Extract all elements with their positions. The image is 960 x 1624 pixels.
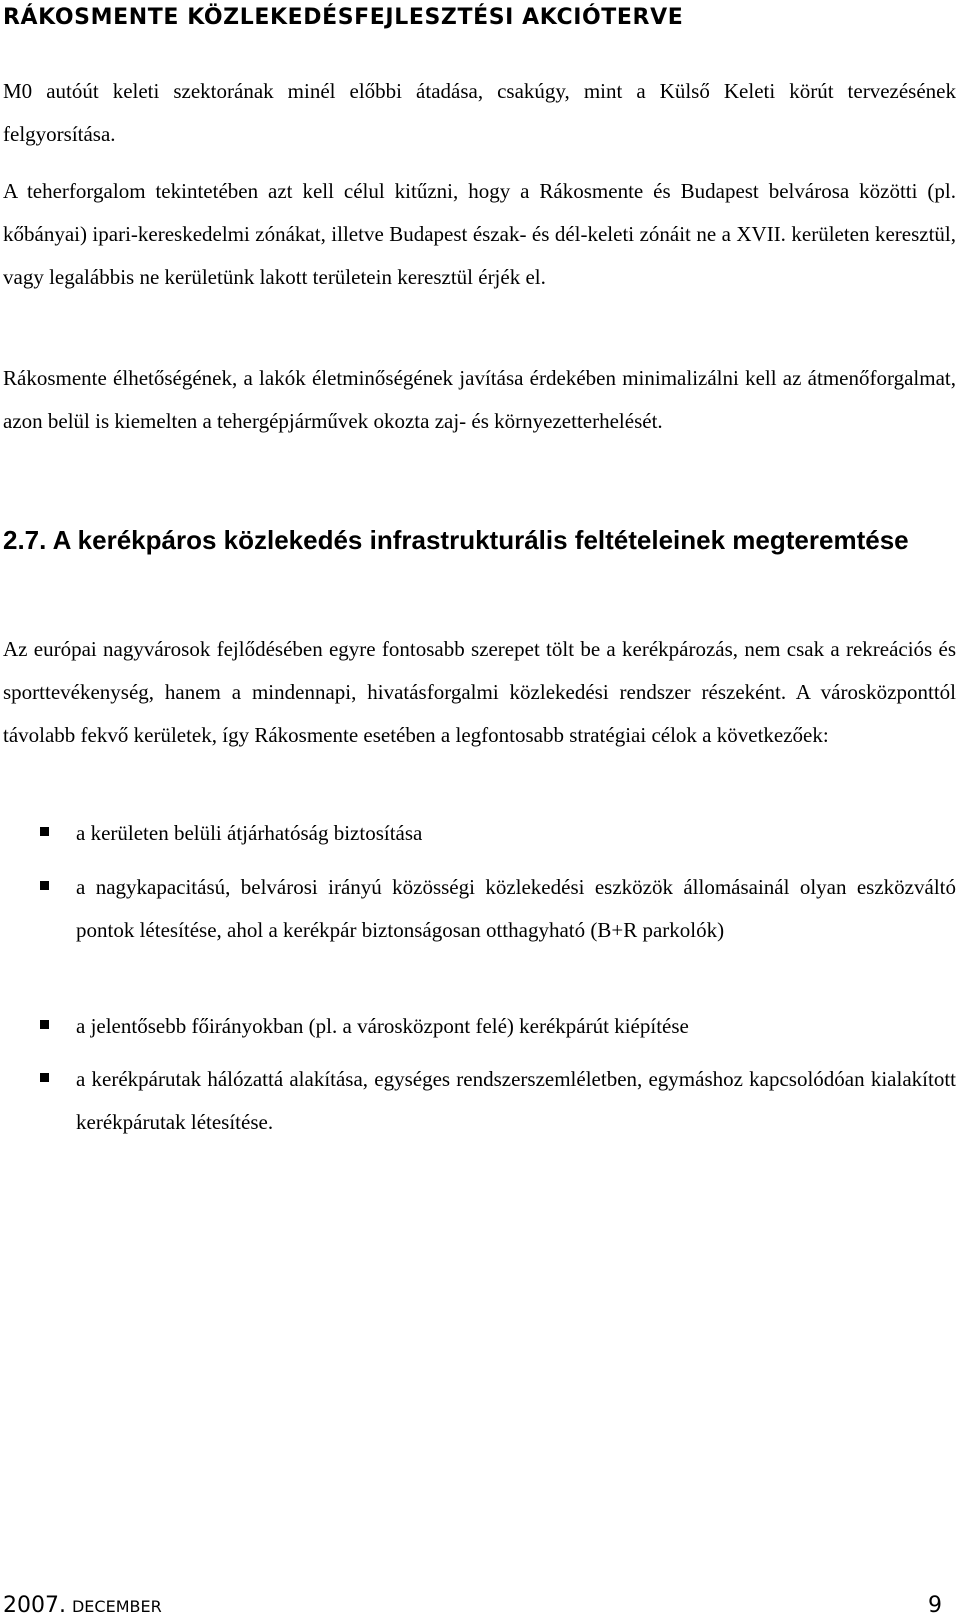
footer-date (3, 1592, 162, 1622)
list-item-text: a nagykapacitású, belvárosi irányú közösségi közlekedési eszközök állomásainál olyan eszközváltó pontok létesítése, ahol a kerékpár biztonságosan otthagyható (B+R parkolók) (76, 875, 956, 942)
square-bullet-icon (40, 1020, 49, 1029)
page-number: 9 (928, 1593, 942, 1618)
list-item-text: a kerékpárutak hálózattá alakítása, egységes rendszerszemléletben, egymáshoz kapcsolódóan kialakított kerékpárutak létesítése. (76, 1067, 956, 1134)
paragraph-m0-motorway: M0 autóút keleti szektorának minél előbbi átadása, csakúgy, mint a Külső Keleti körút tervezésének felgyorsítása. (3, 79, 956, 146)
list-item-text: a kerületen belüli átjárhatóság biztosítása (76, 821, 423, 845)
list-item-text: a jelentősebb főirányokban (pl. a városközpont felé) kerékpárút kiépítése (76, 1014, 689, 1038)
paragraph-cycling-intro: Az európai nagyvárosok fejlődésében egyre fontosabb szerepet tölt be a kerékpározás, nem csak a rekreációs és sporttevékenység, hanem a mindennapi, hivatásforgalmi közlekedési rendszer részeként. A városközponttól távolabb fekvő kerületek, így Rákosmente esetében a legfontosabb stratégiai célok a következőek: (3, 637, 956, 747)
footer-month: DECEMBER (71, 1597, 162, 1616)
footer-year: 2007. (3, 1593, 66, 1618)
paragraph-freight-traffic: A teherforgalom tekintetében azt kell célul kitűzni, hogy a Rákosmente és Budapest belvárosa közötti (pl. kőbányai) ipari-kereskedelmi zónákat, illetve Budapest észak- és dél-keleti zónáit ne a XVII. kerületen keresztül, vagy legalábbis ne kerületünk lakott területein keresztül érjék el. (3, 179, 956, 289)
paragraph-through-traffic: Rákosmente élhetőségének, a lakók életminőségének javítása érdekében minimalizálni kell az átmenőforgalmat, azon belül is kiemelten a tehergépjárművek okozta zaj- és környezetterhelését. (3, 366, 956, 433)
running-header: RÁKOSMENTE KÖZLEKEDÉSFEJLESZTÉSI AKCIÓTERVE (3, 5, 684, 30)
section-heading: 2.7. A kerékpáros közlekedés infrastrukturális feltételeinek megteremtése (3, 525, 909, 555)
square-bullet-icon (40, 827, 49, 836)
square-bullet-icon (40, 1073, 49, 1082)
square-bullet-icon (40, 881, 49, 890)
